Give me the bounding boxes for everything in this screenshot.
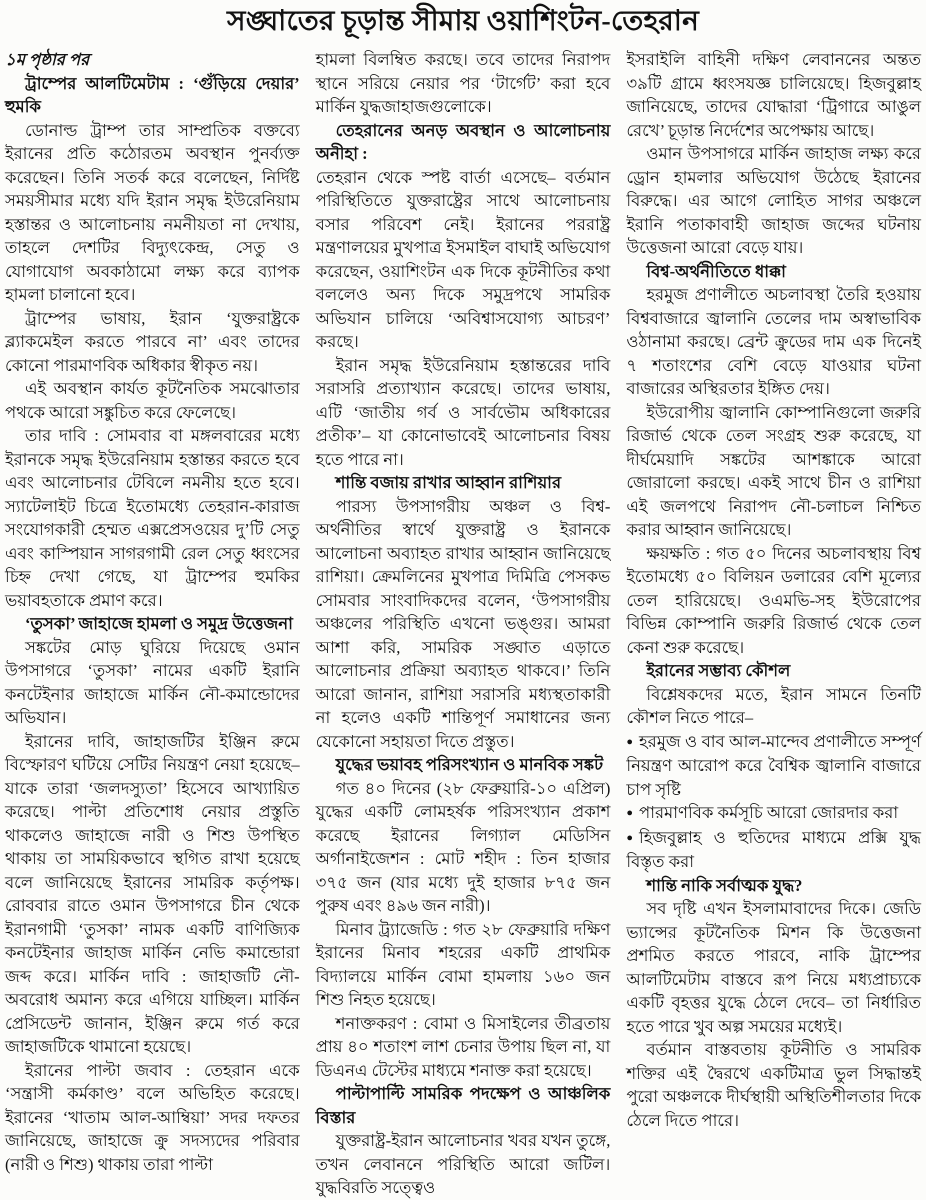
body-paragraph-continued: ইসরাইলি বাহিনী দক্ষিণ লেবাননের অন্তত ৩৯টি গ্রামে ধ্বংসযজ্ঞ চালিয়েছে। হিজবুল্লাহ জানিয়েছে, তাদের যোদ্ধারা ‘ট্রিগারে আঙুল রেখে’ চূড়ান্ত নির্দেশের অপেক্ষায় আছে।: [626, 50, 922, 140]
section-subhead: ‘তুসকা’ জাহাজে হামলা ও সমুদ্র উত্তেজনা: [25, 614, 293, 633]
body-paragraph: ওমান উপসাগরে মার্কিন জাহাজ লক্ষ্য করে ড্রোন হামলার অভিযোগ উঠেছে ইরানের বিরুদ্ধে। এর আগে লোহিত সাগর অঞ্চলে ইরানি পতাকাবাহী জাহাজ জব্দের ঘটনায় উত্তেজনা আরো বেড়ে যায়।: [626, 144, 922, 257]
article-columns: [5, 48, 921, 1200]
body-paragraph: পারস্য উপসাগরীয় অঞ্চল ও বিশ্ব-অর্থনীতির স্বার্থে যুক্তরাষ্ট্র ও ইরানকে আলোচনা অব্যাহত রাখার আহ্বান জানিয়েছে রাশিয়া। ক্রেমলিনের মুখপাত্র দিমিত্রি পেসকভ সোমবার সাংবাদিকদের বলেন, ‘উপসাগরীয় অঞ্চলের পরিস্থিতি এখনো ভঙ্গুর। আমরা আশা করি, সামরিক সঙ্ঘাত এড়াতে আলোচনার প্রক্রিয়া অব্যাহত থাকবে।’ তিনি আরো জানান, রাশিয়া সরাসরি মধ্যস্থতাকারী না হলেও একটি শান্তিপূর্ণ সমাধানের জন্য যেকোনো সহায়তা দিতে প্রস্তুত।: [315, 496, 611, 751]
body-paragraph: গত ৪০ দিনের (২৮ ফেব্রুয়ারি-১০ এপ্রিল) যুদ্ধের একটি লোমহর্ষক পরিসংখ্যান প্রকাশ করেছে ইরানের লিগ্যাল মেডিসিন অর্গানাইজেশন : মোট শহীদ : তিন হাজার ৩৭৫ জন (যার মধ্যে দুই হাজার ৮৭৫ জন পুরুষ এবং ৪৯৬ জন নারী)।: [315, 778, 611, 915]
body-paragraph: হরমুজ প্রণালীতে অচলাবস্থা তৈরি হওয়ায় বিশ্ববাজারে জ্বালানি তেলের দাম অস্বাভাবিক ওঠানামা করছে। ব্রেন্ট ক্রুডের দাম এক দিনেই ৭ শতাংশের বেশি বেড়ে যাওয়ার ঘটনা বাজারের অস্থিরতার ইঙ্গিত দেয়।: [626, 285, 922, 398]
section-subhead: বিশ্ব-অর্থনীতিতে ধাক্কা: [646, 261, 786, 281]
body-paragraph: বিশ্লেষকদের মতে, ইরান সামনে তিনটি কৌশল নিতে পারে–: [626, 684, 922, 727]
body-paragraph: মিনাব ট্র্যাজেডি : গত ২৮ ফেব্রুয়ারি দক্ষিণ ইরানের মিনাব শহরের একটি প্রাথমিক বিদ্যালয়ে মার্কিন বোমা হামলায় ১৬০ জন শিশু নিহত হয়েছে।: [315, 919, 611, 1009]
article-headline: সঙ্ঘাতের চূড়ান্ত সীমায় ওয়াশিংটন-তেহরান: [227, 6, 699, 37]
body-paragraph: ইরান সমৃদ্ধ ইউরেনিয়াম হস্তান্তরের দাবি সরাসরি প্রত্যাখ্যান করেছে। তাদের ভাষায়, এটি ‘জাতীয় গর্ব ও সার্বভৌম অধিকারের প্রতীক’– যা কোনোভাবেই আলোচনার বিষয় হতে পারে না।: [315, 355, 611, 469]
column-1: [5, 48, 300, 1176]
section-subhead: তেহরানের অনড় অবস্থান ও আলোচনায় অনীহা :: [315, 120, 611, 163]
body-paragraph: ইরানের দাবি, জাহাজটির ইঞ্জিন রুমে বিস্ফোরণ ঘটিয়ে সেটির নিয়ন্ত্রণ নেয়া হয়েছে– যাকে তারা ‘জলদস্যুতা’ হিসেবে আখ্যায়িত করেছে। পাল্টা প্রতিশোধ নেয়ার প্রস্তুতি থাকলেও জাহাজে নারী ও শিশু উপস্থিত থাকায় তা সাময়িকভাবে স্থগিত রাখা হয়েছে বলে জানিয়েছে ইরানের সামরিক কর্তৃপক্ষ। রোববার রাতে ওমান উপসাগরে চীন থেকে ইরানগামী ‘তুসকা’ নামক একটি বাণিজ্যিক কনটেইনার জাহাজ মার্কিন নেভি কমান্ডোরা জব্দ করে। মার্কিন দাবি : জাহাজটি নৌ-অবরোধ অমান্য করে এগিয়ে যাচ্ছিল। মার্কিন প্রেসিডেন্ট জানান, ইঞ্জিন রুমে গর্ত করে জাহাজটিকে থামানো হয়েছে।: [5, 731, 300, 1056]
bullet-text: হিজবুল্লাহ ও হুতিদের মাধ্যমে প্রক্সি যুদ্ধ বিস্তৃত করা: [626, 827, 922, 871]
section-subhead: শান্তি নাকি সর্বাত্মক যুদ্ধ?: [646, 875, 803, 895]
body-paragraph: যুক্তরাষ্ট্র-ইরান আলোচনার খবর যখন তুঙ্গে, তখন লেবাননে পরিস্থিতি আরো জটিল। যুদ্ধবিরতি সত্ত্বেও: [315, 1131, 611, 1197]
section-subhead: শান্তি বজায় রাখার আহ্বান রাশিয়ার: [335, 473, 562, 492]
bullet-icon: ●: [626, 807, 633, 819]
body-paragraph: এই অবস্থান কার্যত কূটনৈতিক সমঝোতার পথকে আরো সঙ্কুচিত করে ফেলেছে।: [5, 379, 300, 422]
body-paragraph: ডোনাল্ড ট্রাম্প তার সাম্প্রতিক বক্তব্যে ইরানের প্রতি কঠোরতম অবস্থান পুনর্ব্যক্ত করেছেন। তিনি সতর্ক করে বলেছেন, নির্দিষ্ট সময়সীমার মধ্যে যদি ইরান সমৃদ্ধ ইউরেনিয়াম হস্তান্তর ও আলোচনায় নমনীয়তা না দেখায়, তাহলে দেশটির বিদ্যুৎকেন্দ্র, সেতু ও যোগাযোগ অবকাঠামো লক্ষ্য করে ব্যাপক হামলা চালানো হবে।: [5, 120, 300, 304]
body-paragraph: ট্রাম্পের ভাষায়, ইরান ‘যুক্তরাষ্ট্রকে ব্ল্যাকমেইল করতে পারবে না’ এবং তাদের কোনো পারমাণবিক অধিকার স্বীকৃত নয়।: [5, 308, 300, 375]
body-paragraph: শনাক্তকরণ : বোমা ও মিসাইলের তীব্রতায় প্রায় ৪০ শতাংশ লাশ চেনার উপায় ছিল না, যা ডিএনএ টেস্টের মাধ্যমে শনাক্ত করা হয়েছে।: [315, 1013, 611, 1080]
section-subhead: ট্রাম্পের আলটিমেটাম : ‘গুঁড়িয়ে দেয়ার’ হুমকি: [5, 73, 300, 116]
bullet-text: হরমুজ ও বাব আল-মান্দেব প্রণালীতে সম্পূর্ণ নিয়ন্ত্রণ আরোপ করে বৈশ্বিক জ্বালানি বাজারে চাপ সৃষ্টি: [626, 731, 922, 799]
continued-from-label: ১ম পৃষ্ঠার পর: [5, 50, 90, 69]
section-subhead: ইরানের সম্ভাব্য কৌশল: [646, 661, 791, 680]
column-2: [316, 48, 611, 1200]
bullet-item: [626, 730, 921, 802]
body-paragraph: সব দৃষ্টি এখন ইসলামাবাদের দিকে। জেডি ভ্যান্সের কূটনৈতিক মিশন কি উত্তেজনা প্রশমিত করতে পারবে, নাকি ট্রাম্পের আলটিমেটাম বাস্তবে রূপ নিয়ে মধ্যপ্রাচ্যকে একটি বৃহত্তর যুদ্ধে ঠেলে দেবে– তা নির্ধারিত হতে পারে খুব অল্প সময়ের মধ্যেই।: [626, 899, 922, 1036]
body-paragraph: তার দাবি : সোমবার বা মঙ্গলবারের মধ্যে ইরানকে সমৃদ্ধ ইউরেনিয়াম হস্তান্তর করতে হবে এবং আলোচনার টেবিলে নমনীয় হতে হবে। স্যাটেলাইট চিত্রে ইতোমধ্যে তেহরান-কারাজ সংযোগকারী হেম্মত এক্সপ্রেসওয়ের দু’টি সেতু এবং কাস্পিয়ান সাগরগামী রেল সেতু ধ্বংসের চিহ্ন দেখা গেছে, যা ট্রাম্পের হুমকির ভয়াবহতাকে প্রমাণ করে।: [5, 426, 300, 610]
body-paragraph: ক্ষয়ক্ষতি : গত ৫০ দিনের অচলাবস্থায় বিশ্ব ইতোমধ্যে ৫০ বিলিয়ন ডলারের বেশি মূল্যের তেল হারিয়েছে। ওএমভি-সহ ইউরোপের বিভিন্ন কোম্পানি জরুরি রিজার্ভ থেকে তেল কেনা শুরু করেছে।: [626, 543, 922, 657]
section-subhead: পাল্টাপাল্টি সামরিক পদক্ষেপ ও আঞ্চলিক বিস্তার: [315, 1084, 611, 1127]
section-subhead: যুদ্ধের ভয়াবহ পরিসংখ্যান ও মানবিক সঙ্কট: [335, 755, 604, 774]
body-paragraph: ইরানের পাল্টা জবাব : তেহরান একে ‘সন্ত্রাসী কর্মকাণ্ড’ বলে অভিহিত করেছে। ইরানের ‘খাতাম আল-আম্বিয়া’ সদর দফতর জানিয়েছে, জাহাজে ক্রু সদস্যদের পরিবার (নারী ও শিশু) থাকায় তারা পাল্টা: [5, 1060, 300, 1174]
bullet-item: [626, 801, 921, 826]
body-paragraph: ইউরোপীয় জ্বালানি কোম্পানিগুলো জরুরি রিজার্ভ থেকে তেল সংগ্রহ শুরু করেছে, যা দীর্ঘমেয়াদি সঙ্কটের আশঙ্কাকে আরো জোরালো করছে। একই সাথে চীন ও রাশিয়া এই জলপথে নিরাপদ নৌ-চলাচল নিশ্চিত করার আহ্বান জানিয়েছে।: [626, 402, 922, 539]
column-3: [626, 48, 921, 1132]
bullet-icon: ●: [626, 831, 633, 844]
bullet-item: [626, 826, 921, 874]
bullet-icon: ●: [626, 735, 633, 748]
body-paragraph-continued: হামলা বিলম্বিত করছে। তবে তাদের নিরাপদ স্থানে সরিয়ে নেয়ার পর ‘টার্গেট’ করা হবে মার্কিন যুদ্ধজাহাজগুলোকে।: [315, 50, 611, 116]
body-paragraph: বর্তমান বাস্তবতায় কূটনীতি ও সামরিক শক্তির এই দ্বৈরথে একটিমাত্র ভুল সিদ্ধান্তই পুরো অঞ্চলকে দীর্ঘস্থায়ী অস্থিতিশীলতার দিকে ঠেলে দিতে পারে।: [626, 1040, 922, 1130]
body-paragraph: সঙ্কটের মোড় ঘুরিয়ে দিয়েছে ওমান উপসাগরে ‘তুসকা’ নামের একটি ইরানি কনটেইনার জাহাজে মার্কিন নৌ-কমান্ডোদের অভিযান।: [5, 637, 300, 727]
body-paragraph-continued: তেহরান থেকে স্পষ্ট বার্তা এসেছে– বর্তমান পরিস্থিতিতে যুক্তরাষ্ট্রের সাথে আলোচনায় বসার পরিবেশ নেই। ইরানের পররাষ্ট্র মন্ত্রণালয়ের মুখপাত্র ইসমাইল বাঘাই অভিযোগ করেছেন, ওয়াশিংটন এক দিকে কূটনীতির কথা বললেও অন্য দিকে সমুদ্রপথে সামরিক অভিযান চালিয়ে ‘অবিশ্বাসযোগ্য আচরণ’ করছে।: [315, 167, 611, 351]
bullet-text: পারমাণবিক কর্মসূচি আরো জোরদার করা: [639, 803, 899, 822]
